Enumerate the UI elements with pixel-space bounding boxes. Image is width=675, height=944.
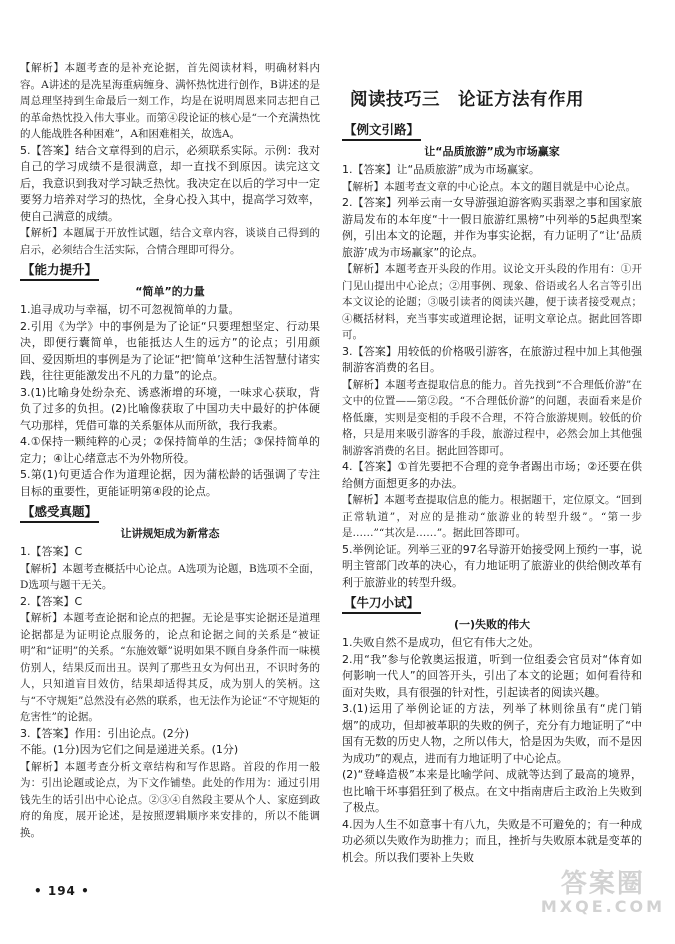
section-heading-row bbox=[20, 500, 320, 525]
answer-paragraph: (2)“登峰造极”本来是比喻学问、成就等达到了最高的境界，也比喻干坏事猖狂到了极点。在文中指南唐后主政治上失败到了极点。 bbox=[342, 768, 642, 814]
section-heading-row bbox=[342, 591, 642, 616]
answer-paragraph: 3.【答案】作用：引出论点。(2分) bbox=[20, 726, 190, 740]
answer-paragraph: 5.【答案】结合文章得到的启示，必须联系实际。示例：我对自己的学习成绩不是很满意，却一直找不到原因。读完这文后，我意识到我对学习缺乏热忱。我决定在以后的学习中一定要努力培养对学习的热忱，全身心投入其中，提高学习效率，使自己满意的成绩。 bbox=[20, 143, 320, 223]
section-heading: 【感受真题】 bbox=[20, 503, 99, 523]
explanation-paragraph: 【解析】本题属于开放性试题，结合文章内容，谈谈自己得到的启示，必须结合生活实际，合情合理即可得分。 bbox=[20, 227, 320, 256]
answer-paragraph: 不能。(1分)因为它们之间是递进关系。(1分) bbox=[20, 743, 239, 756]
left-column bbox=[20, 60, 320, 841]
explanation-paragraph: 【解析】本题考查概括中心论点。A选项为论题，B选项不全面，D选项与题干无关。 bbox=[20, 562, 320, 591]
answer-paragraph: 1.追寻成功与幸福，切不可忽视简单的力量。 bbox=[20, 303, 240, 316]
section-heading-row bbox=[20, 258, 320, 283]
answer-paragraph: 2.用“我”参与伦敦奥运报道，听到一位组委会官员对“体育如何影响一代人”的回答开头，引出了本文的论题；如何看待和面对失败，具有很强的针对性，引起读者的阅读兴趣。 bbox=[342, 652, 642, 699]
answer-paragraph: 2.【答案】列举云南一女导游强迫游客购买翡翠之事和国家旅游局发布的本年度“十一假日旅游红黑榜”中列举的5起典型案例，引出本文的论题，并作为事实论据，有力证明了“让‘品质旅游’成为市场赢家”的论点。 bbox=[342, 196, 642, 259]
explanation-paragraph: 【解析】本题考查文章的中心论点。本文的题目就是中心论点。 bbox=[342, 180, 636, 193]
explanation-paragraph: 【解析】本题考查开头段的作用。议论文开头段的作用有：①开门见山提出中心论点；②用事例、现象、俗语或名人名言等引出本文议论的论题；③吸引读者的阅读兴趣，便于读者接受观点；④概括材料，充当事实或道理论据，证明文章论点。据此回答即可。 bbox=[342, 263, 642, 341]
explanation-paragraph: 【解析】本题考查的是补充论据，首先阅读材料，明确材料内容。A讲述的是冼星海重病缠身、满怀热忱进行创作，B讲述的是周总理坚持到生命最后一刻工作，均是在说明周恩来同志把自己的革命热忱投入伟大事业。而第④段论证的核心是“一个充满热忱的人能战胜各种困难”，A和困难相关，故选A。 bbox=[20, 62, 320, 140]
answer-paragraph: 2.引用《为学》中的事例是为了论证“只要理想坚定、行动果决，即便行囊简单，也能抵达人生的远方”的论点；引用颜回、爱因斯坦的事例是为了论证“把‘简单’这种生活智慧付诸实践，往往更能激发出不凡的力量”的论点。 bbox=[20, 319, 320, 382]
section-heading: 【牛刀小试】 bbox=[342, 594, 421, 614]
article-title: (一)失败的伟大 bbox=[453, 618, 531, 631]
explanation-paragraph: 【解析】本题考查论据和论点的把握。无论是事实论据还是道理论据都是为证明论点服务的，论点和论据之间的关系是“被证明”和“证明”的关系。“东施效颦”说明如果不顾自身条件而一味模仿别人，结果反而出丑。误判了那些丑女为何出丑，不识时务的人，只知道盲目效仿，结果却适得其反，成为别人的笑柄。这与“不守规矩”总然没有必然的联系，也无法作为论证“不守规矩的危害性”的论据。 bbox=[20, 612, 320, 723]
answer-paragraph: 5.举例论证。列举三亚的97名导游开始接受网上预约一事，说明主管部门改革的决心，有力地证明了旅游业的供给侧改革有利于旅游业的转型升级。 bbox=[342, 542, 642, 589]
page-number: • 194 • bbox=[34, 884, 90, 898]
explanation-paragraph: 【解析】本题考查提取信息的能力。根据题干，定位原文。“回到正常轨道”，对应的是推动“旅游业的转型升级”。“第一步是……”“其次是……”。据此回答即可。 bbox=[342, 494, 642, 539]
answer-paragraph: 4.①保持一颗纯粹的心灵；②保持简单的生活；③保持简单的定力；④让心绪意志不为外物所役。 bbox=[20, 435, 320, 465]
explanation-paragraph: 【解析】本题考查分析文章结构和写作思路。首段的作用一般为：引出论题或论点，为下文作铺垫。此处的作用为：通过引用钱先生的话引出中心论点。②③④自然段主要从个人、家庭到政府的角度，展开论述，是按照逻辑顺序来安排的，所以不能调换。 bbox=[20, 760, 320, 839]
watermark-text: 答案圈 bbox=[560, 869, 645, 899]
explanation-paragraph: 【解析】本题考查提取信息的能力。首先找到“不合理低价游”在文中的位置——第②段。“不合理低价游”的问题，表面看来是价格低廉，实则是变相的手段不合理，不符合旅游规则。较低的价格，只是用来吸引游客的手段，旅游过程中，必然会加上其他强制游客消费的名目。据此回答即可。 bbox=[342, 378, 642, 457]
watermark-logo bbox=[541, 870, 665, 916]
watermark-subtext: MXQE.COM bbox=[540, 897, 665, 916]
section-heading-row bbox=[342, 118, 642, 143]
section-heading: 【例文引路】 bbox=[342, 121, 421, 141]
answer-paragraph: 3.(1)运用了举例论证的方法，列举了林则徐虽有“虎门销烟”的成功，但却被革职的失败的例子，充分有力地证明了“中国有无数的历史人物，之所以伟大，恰是因为失败，而不是因为成功”的观点，进而有力地证明了中心论点。 bbox=[342, 702, 642, 765]
answer-paragraph: 3.(1)比喻身处纷杂充、诱惑淅增的环境，一味求心获取，背负了过多的负担。(2)比喻像获取了中国功夫中最好的护体硬气功那样，凭借可靠的关系躯体从而所欲，我行我素。 bbox=[20, 385, 320, 432]
answer-paragraph: 1.【答案】C bbox=[20, 545, 83, 558]
article-title: 让讲规矩成为新常态 bbox=[120, 527, 220, 540]
section-title: 阅读技巧三 论证方法有作用 bbox=[350, 90, 584, 110]
answer-paragraph: 4.【答案】①首先要把不合理的竞争者踢出市场；②还要在供给侧方面想更多的办法。 bbox=[342, 460, 642, 490]
answer-paragraph: 4.因为人生不如意事十有八九，失败是不可避免的；有一种成功必须以失败作为助推力；而且，挫折与失败原本就是变革的机会。所以我们要补上失败 bbox=[342, 817, 642, 864]
right-blocks bbox=[342, 118, 642, 866]
article-title: “简单”的力量 bbox=[135, 285, 205, 298]
answer-paragraph: 1.【答案】让“品质旅游”成为市场赢家。 bbox=[342, 163, 540, 176]
section-heading: 【能力提升】 bbox=[20, 261, 99, 281]
answer-paragraph: 5.第(1)句更适合作为道理论据，因为蒲松龄的话强调了专注目标的重要性，更能证明第④段的论点。 bbox=[20, 468, 320, 498]
answer-paragraph: 1.失败自然不是成功，但它有伟大之处。 bbox=[342, 636, 540, 649]
answer-paragraph: 3.【答案】用较低的价格吸引游客，在旅游过程中加上其他强制游客消费的名目。 bbox=[342, 344, 642, 374]
answer-paragraph: 2.【答案】C bbox=[20, 594, 83, 608]
article-title: 让“品质旅游”成为市场赢家 bbox=[424, 145, 560, 158]
right-column bbox=[342, 88, 642, 866]
